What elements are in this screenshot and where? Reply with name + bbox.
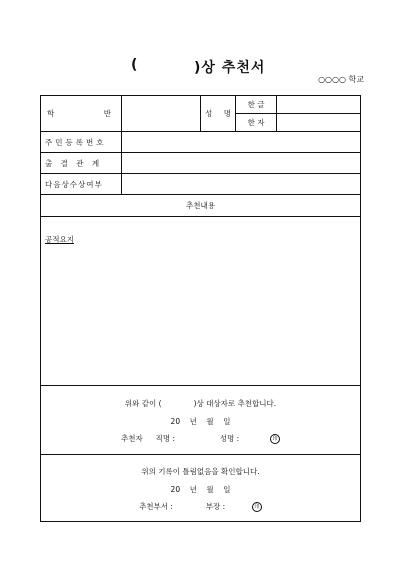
section-header: 추천내용 <box>186 201 215 210</box>
grade-class-field[interactable] <box>122 96 200 131</box>
title-paren-open: ( <box>131 57 138 73</box>
resident-no-field[interactable] <box>122 132 360 152</box>
name-label-left: 성 <box>205 109 213 118</box>
recommender-seal-icon: 印 <box>270 434 280 444</box>
name-label-right: 명 <box>223 109 231 118</box>
class-label: 반 <box>103 109 111 118</box>
content-label: 공적요지 <box>45 235 74 244</box>
hanja-label: 한 자 <box>247 118 265 127</box>
verification-sign-line <box>41 501 360 512</box>
recommender-line <box>41 433 360 444</box>
recommendation-text-post: )상 대상자로 추천합니다. <box>193 399 277 408</box>
row-resident-no <box>41 132 360 153</box>
position-label: 직명 : <box>155 434 175 443</box>
hanja-row <box>236 114 360 131</box>
content-area[interactable] <box>41 217 360 386</box>
grade-class-label <box>41 96 121 131</box>
dept-label: 추천부서 : <box>139 502 173 511</box>
row-grade-name <box>41 96 360 132</box>
verification-date: 20 년 월 일 <box>170 485 231 494</box>
name-label <box>201 96 235 131</box>
recommender-name-label: 성명 : <box>219 434 240 443</box>
attendance-field[interactable] <box>122 153 360 173</box>
hangul-label: 한 글 <box>247 100 265 109</box>
recommendation-date: 20 년 월 일 <box>170 417 231 426</box>
head-seal-icon: 印 <box>252 502 262 512</box>
form-table <box>40 95 361 522</box>
verification-block <box>41 455 360 521</box>
grade-label: 학 <box>47 109 55 118</box>
multi-award-field[interactable] <box>122 174 360 194</box>
head-label: 부장 : <box>205 502 226 511</box>
row-section-header <box>41 195 360 217</box>
hangul-row <box>236 96 360 114</box>
resident-no-label: 주민등록번호 <box>45 137 107 147</box>
recommendation-text-pre: 위와 같이 ( <box>124 399 162 408</box>
recommendation-line <box>41 398 360 409</box>
row-attendance <box>41 153 360 174</box>
attendance-label: 출 결 관 계 <box>45 158 103 168</box>
row-multi-award <box>41 174 360 195</box>
title-text: )상 추천서 <box>194 60 266 76</box>
school-name: ○○○○ 학교 <box>318 75 364 84</box>
recommendation-block <box>41 386 360 455</box>
hangul-name-field[interactable] <box>277 96 360 113</box>
verification-line: 위의 기록이 틀림없음을 확인합니다. <box>141 467 260 476</box>
hanja-name-field[interactable] <box>277 114 360 131</box>
multi-award-label: 다음상수상여부 <box>45 179 103 189</box>
recommender-label: 추천자 <box>121 434 143 443</box>
